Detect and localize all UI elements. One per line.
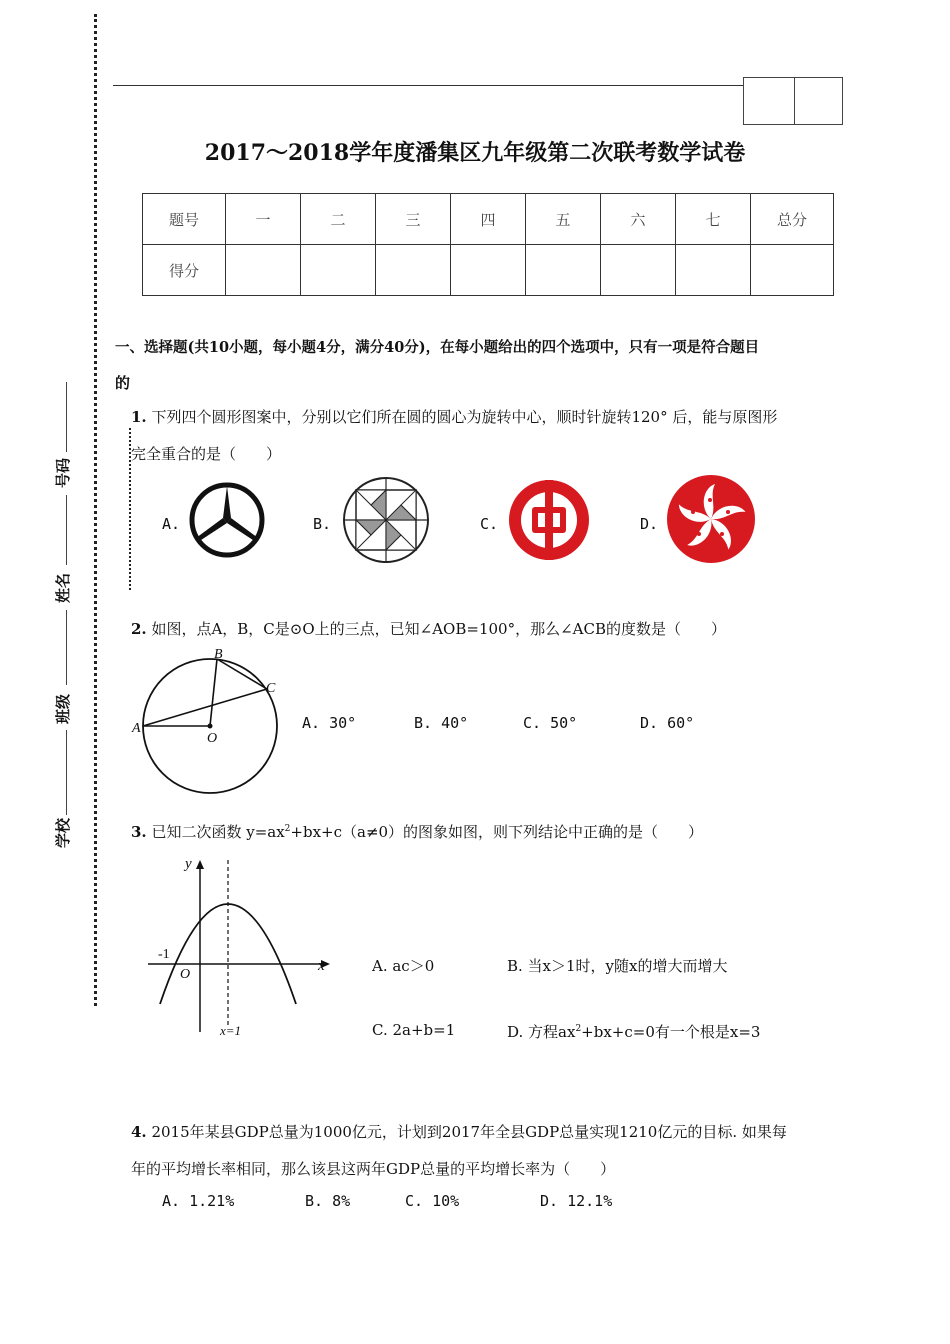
- q2-option-a: A. 30°: [302, 714, 357, 732]
- score-input-cell[interactable]: [526, 245, 601, 296]
- table-cell: 五: [526, 194, 601, 245]
- q3-number: 3.: [131, 823, 147, 841]
- tick-label-neg1: -1: [158, 947, 170, 962]
- q3-option-a: A. ac＞0: [372, 957, 435, 975]
- grading-box-divider: [794, 78, 795, 124]
- side-blank-line: [66, 382, 67, 452]
- q4-text: [131, 1121, 787, 1142]
- point-label-b: B: [214, 647, 223, 662]
- page-title: 2017～2018学年度潘集区九年级第二次联考数学试卷: [204, 140, 746, 166]
- q1-text: [131, 406, 777, 427]
- section-heading: 一、选择题(共10小题，每小题4分，满分40分)，在每小题给出的四个选项中，只有一项是符合题目: [115, 339, 760, 356]
- side-blank-line: [66, 610, 67, 685]
- point-label-c: C: [266, 681, 276, 696]
- q1-stem: 下列四个圆形图案中，分别以它们所在圆的圆心为旋转中心，顺时针旋转120° 后，能与原图形: [151, 408, 778, 426]
- q1-number: 1.: [131, 408, 147, 426]
- q1-stem-cont: 完全重合的是（ ）: [131, 445, 282, 463]
- q2-number: 2.: [131, 620, 147, 638]
- q1-option-d-label: D.: [640, 515, 659, 533]
- q4-option-d: D. 12.1%: [540, 1192, 613, 1210]
- table-cell: 六: [601, 194, 676, 245]
- score-input-cell[interactable]: [301, 245, 376, 296]
- table-cell: 题号: [143, 194, 226, 245]
- q4-number: 4.: [131, 1123, 147, 1141]
- q3-option-c: C. 2a+b=1: [372, 1021, 456, 1039]
- q4-option-b: B. 8%: [305, 1192, 351, 1210]
- pinwheel-figure: [340, 475, 432, 565]
- score-input-cell[interactable]: [676, 245, 751, 296]
- score-input-cell[interactable]: [376, 245, 451, 296]
- axis-label-x: x: [318, 958, 325, 974]
- q4-option-a: A. 1.21%: [162, 1192, 235, 1210]
- q2-option-c: C. 50°: [523, 714, 578, 732]
- axis-of-symmetry-label: x=1: [220, 1023, 242, 1038]
- q3-stem: 已知二次函数 $y=ax^2+bx+c(a\ne 0)$的图象如图，则下列结论中正确的是（ ）: [151, 823, 704, 841]
- side-label-school: 学校: [54, 817, 72, 848]
- q2-stem: 如图，点A，B，C是⊙O上的三点，已知∠AOB=100°，那么∠ACB的度数是（ ）: [151, 620, 726, 638]
- header-rule: [113, 85, 743, 86]
- q4-stem-cont: 年的平均增长率相同，那么该县这两年GDP总量的平均增长率为（ ）: [131, 1160, 616, 1178]
- table-cell: 二: [301, 194, 376, 245]
- q2-option-b: B. 40°: [414, 714, 469, 732]
- score-input-cell[interactable]: [451, 245, 526, 296]
- axis-label-y: y: [185, 856, 192, 872]
- table-cell: 得分: [143, 245, 226, 296]
- score-input-cell[interactable]: [751, 245, 834, 296]
- table-cell: 七: [676, 194, 751, 245]
- origin-label: O: [180, 967, 191, 982]
- bank-of-china-logo-figure: [505, 477, 593, 563]
- table-cell: 四: [451, 194, 526, 245]
- q4-option-c: C. 10%: [405, 1192, 460, 1210]
- q1-option-c-label: C.: [480, 515, 499, 533]
- q2-option-d: D. 60°: [640, 714, 695, 732]
- score-input-cell[interactable]: [601, 245, 676, 296]
- score-table: [142, 193, 834, 296]
- parabola-graph-figure: [140, 852, 340, 1040]
- q3-option-b: B. 当x＞1时，y随x的增大而增大: [507, 957, 728, 975]
- table-cell: 总分: [751, 194, 834, 245]
- table-row: [143, 245, 834, 296]
- hong-kong-flower-figure: [665, 474, 757, 564]
- point-label-o: O: [207, 731, 218, 746]
- q1-option-b-label: B.: [313, 515, 332, 533]
- side-blank-line: [66, 730, 67, 815]
- q3-text: [131, 821, 703, 842]
- table-cell: 一: [226, 194, 301, 245]
- score-input-cell[interactable]: [226, 245, 301, 296]
- section-heading-cont: 的: [115, 374, 131, 392]
- table-row: [143, 194, 834, 245]
- table-cell: 三: [376, 194, 451, 245]
- q2-text: [131, 618, 726, 639]
- mercedes-logo-figure: [186, 478, 268, 562]
- q4-stem: 2015年某县GDP总量为1000亿元，计划到2017年全县GDP总量实现1210亿元的目标. 如果每: [151, 1123, 787, 1141]
- point-label-a: A: [132, 721, 141, 736]
- side-blank-line: [66, 495, 67, 565]
- grading-box: [743, 77, 843, 125]
- side-label-class: 班级: [54, 693, 72, 724]
- circle-geometry-figure: [128, 646, 283, 794]
- side-label-number: 号码: [54, 457, 72, 488]
- q3-option-d: D. 方程$ax^2+bx+c=0$有一个根是x=3: [507, 1023, 761, 1041]
- q1-option-a-label: A.: [162, 515, 181, 533]
- side-label-name: 姓名: [54, 572, 72, 603]
